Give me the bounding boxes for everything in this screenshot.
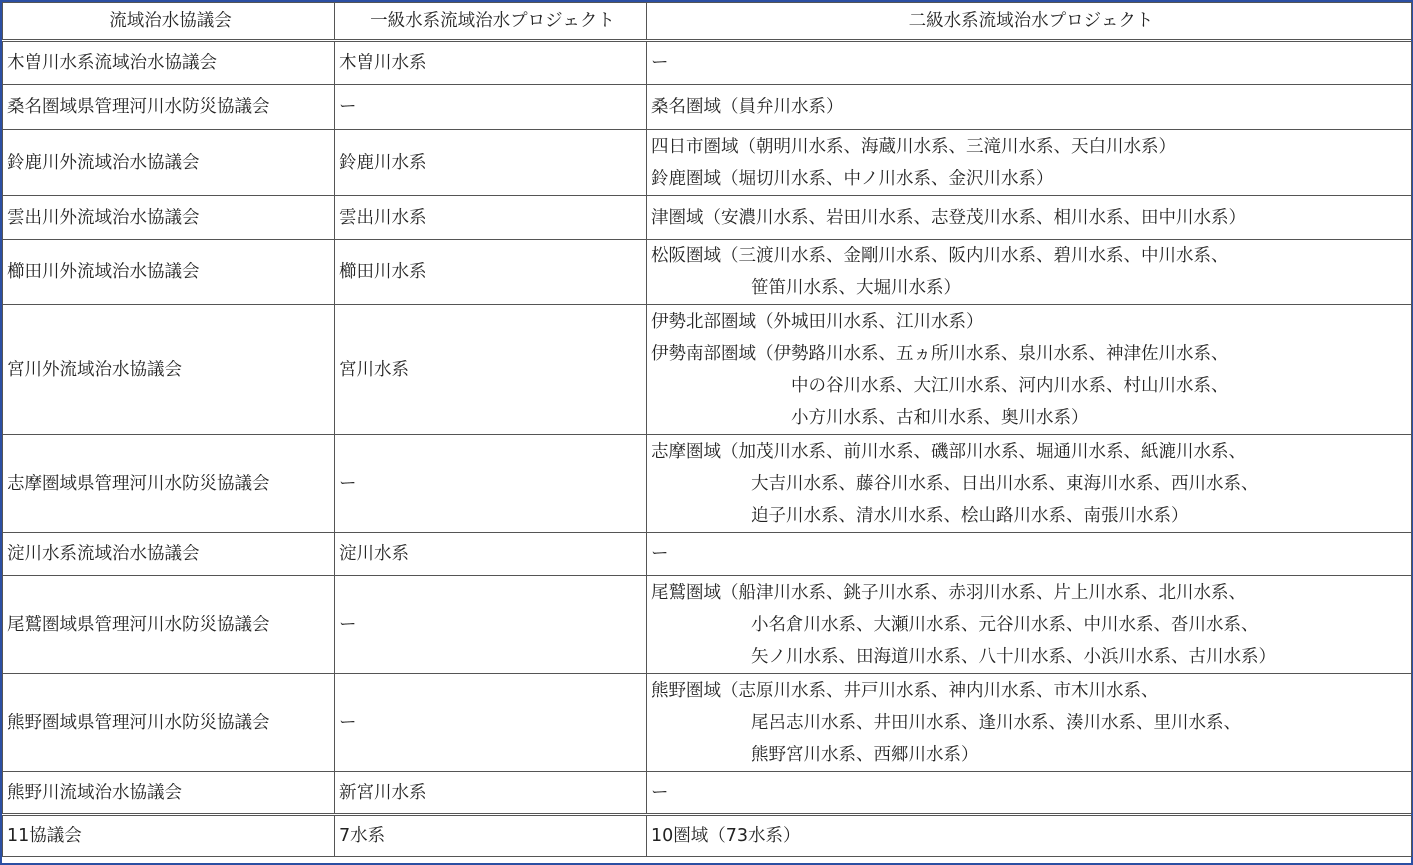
class2-line: 四日市圏域（朝明川水系、海蔵川水系、三滝川水系、天白川水系） bbox=[651, 136, 1176, 157]
council-cell: 淀川水系流域治水協議会 bbox=[3, 533, 335, 576]
class2-cell bbox=[647, 130, 1412, 196]
class2-line: ー bbox=[651, 53, 669, 73]
class1-cell: ー bbox=[335, 674, 647, 772]
class2-cell bbox=[647, 85, 1412, 130]
class2-cell bbox=[647, 196, 1412, 240]
class2-line: 熊野圏域（志原川水系、井戸川水系、神内川水系、市木川水系、 bbox=[651, 680, 1159, 701]
table-row bbox=[3, 533, 1412, 576]
class2-line: 桑名圏域（員弁川水系） bbox=[651, 97, 844, 117]
class2-cell bbox=[647, 305, 1412, 435]
class2-line: ー bbox=[651, 782, 669, 803]
table-row bbox=[3, 305, 1412, 435]
header-row bbox=[3, 3, 1412, 41]
class1-cell: 雲出川水系 bbox=[335, 196, 647, 240]
class2-line: 小方川水系、古和川水系、奥川水系） bbox=[791, 407, 1089, 428]
council-cell: 鈴鹿川外流域治水協議会 bbox=[3, 130, 335, 196]
class2-cell bbox=[647, 772, 1412, 815]
table-row bbox=[3, 130, 1412, 196]
class2-cell bbox=[647, 576, 1412, 674]
header-class1: 一級水系流域治水プロジェクト bbox=[335, 3, 647, 41]
class2-line: 矢ノ川水系、田海道川水系、八十川水系、小浜川水系、古川水系） bbox=[751, 646, 1276, 667]
table-row bbox=[3, 240, 1412, 305]
class2-line: 松阪圏域（三渡川水系、金剛川水系、阪内川水系、碧川水系、中川水系、 bbox=[651, 246, 1229, 266]
class2-line: 尾呂志川水系、井田川水系、逢川水系、湊川水系、里川水系、 bbox=[751, 712, 1241, 733]
header-class2: 二級水系流域治水プロジェクト bbox=[647, 3, 1412, 41]
council-cell: 木曽川水系流域治水協議会 bbox=[3, 41, 335, 85]
class2-line: 鈴鹿圏域（堀切川水系、中ノ川水系、金沢川水系） bbox=[651, 168, 1054, 189]
class2-line: 中の谷川水系、大江川水系、河内川水系、村山川水系、 bbox=[791, 375, 1229, 396]
total-class2: 10圏域（73水系） bbox=[647, 815, 1412, 857]
class2-line: 大吉川水系、藤谷川水系、日出川水系、東海川水系、西川水系、 bbox=[751, 473, 1259, 494]
class2-cell bbox=[647, 674, 1412, 772]
council-cell: 櫛田川外流域治水協議会 bbox=[3, 240, 335, 305]
class1-cell: ー bbox=[335, 435, 647, 533]
class1-cell: 木曽川水系 bbox=[335, 41, 647, 85]
class2-line: 熊野宮川水系、西郷川水系） bbox=[751, 744, 979, 765]
table-row bbox=[3, 85, 1412, 130]
council-cell: 熊野圏域県管理河川水防災協議会 bbox=[3, 674, 335, 772]
total-council: 11協議会 bbox=[3, 815, 335, 857]
class2-cell bbox=[647, 41, 1412, 85]
council-cell: 宮川外流域治水協議会 bbox=[3, 305, 335, 435]
class1-cell: ー bbox=[335, 85, 647, 130]
total-class1: 7水系 bbox=[335, 815, 647, 857]
table-row bbox=[3, 674, 1412, 772]
council-cell: 桑名圏域県管理河川水防災協議会 bbox=[3, 85, 335, 130]
council-cell: 熊野川流域治水協議会 bbox=[3, 772, 335, 815]
class2-line: 尾鷲圏域（船津川水系、銚子川水系、赤羽川水系、片上川水系、北川水系、 bbox=[651, 582, 1246, 603]
table-row bbox=[3, 435, 1412, 533]
class2-line: 伊勢南部圏域（伊勢路川水系、五ヵ所川水系、泉川水系、神津佐川水系、 bbox=[651, 343, 1229, 364]
flood-control-table bbox=[2, 2, 1412, 857]
class2-cell bbox=[647, 435, 1412, 533]
total-row bbox=[3, 815, 1412, 857]
table-row bbox=[3, 772, 1412, 815]
class1-cell: 鈴鹿川水系 bbox=[335, 130, 647, 196]
class1-cell: 宮川水系 bbox=[335, 305, 647, 435]
class2-line: 志摩圏域（加茂川水系、前川水系、磯部川水系、堀通川水系、紙漉川水系、 bbox=[651, 441, 1246, 462]
class2-line: ー bbox=[651, 544, 669, 564]
table-row bbox=[3, 576, 1412, 674]
class2-line: 笹笛川水系、大堀川水系） bbox=[751, 278, 961, 298]
table-row bbox=[3, 41, 1412, 85]
class1-cell: 淀川水系 bbox=[335, 533, 647, 576]
class2-cell bbox=[647, 240, 1412, 305]
header-council: 流域治水協議会 bbox=[3, 3, 335, 41]
class2-line: 伊勢北部圏域（外城田川水系、江川水系） bbox=[651, 311, 984, 332]
council-cell: 志摩圏域県管理河川水防災協議会 bbox=[3, 435, 335, 533]
class2-line: 迫子川水系、清水川水系、桧山路川水系、南張川水系） bbox=[751, 505, 1189, 526]
class2-line: 小名倉川水系、大瀬川水系、元谷川水系、中川水系、沓川水系、 bbox=[751, 614, 1259, 635]
class1-cell: ー bbox=[335, 576, 647, 674]
table-row bbox=[3, 196, 1412, 240]
class1-cell: 櫛田川水系 bbox=[335, 240, 647, 305]
council-cell: 雲出川外流域治水協議会 bbox=[3, 196, 335, 240]
class2-cell bbox=[647, 533, 1412, 576]
class1-cell: 新宮川水系 bbox=[335, 772, 647, 815]
class2-line: 津圏域（安濃川水系、岩田川水系、志登茂川水系、相川水系、田中川水系） bbox=[651, 207, 1246, 228]
council-cell: 尾鷲圏域県管理河川水防災協議会 bbox=[3, 576, 335, 674]
